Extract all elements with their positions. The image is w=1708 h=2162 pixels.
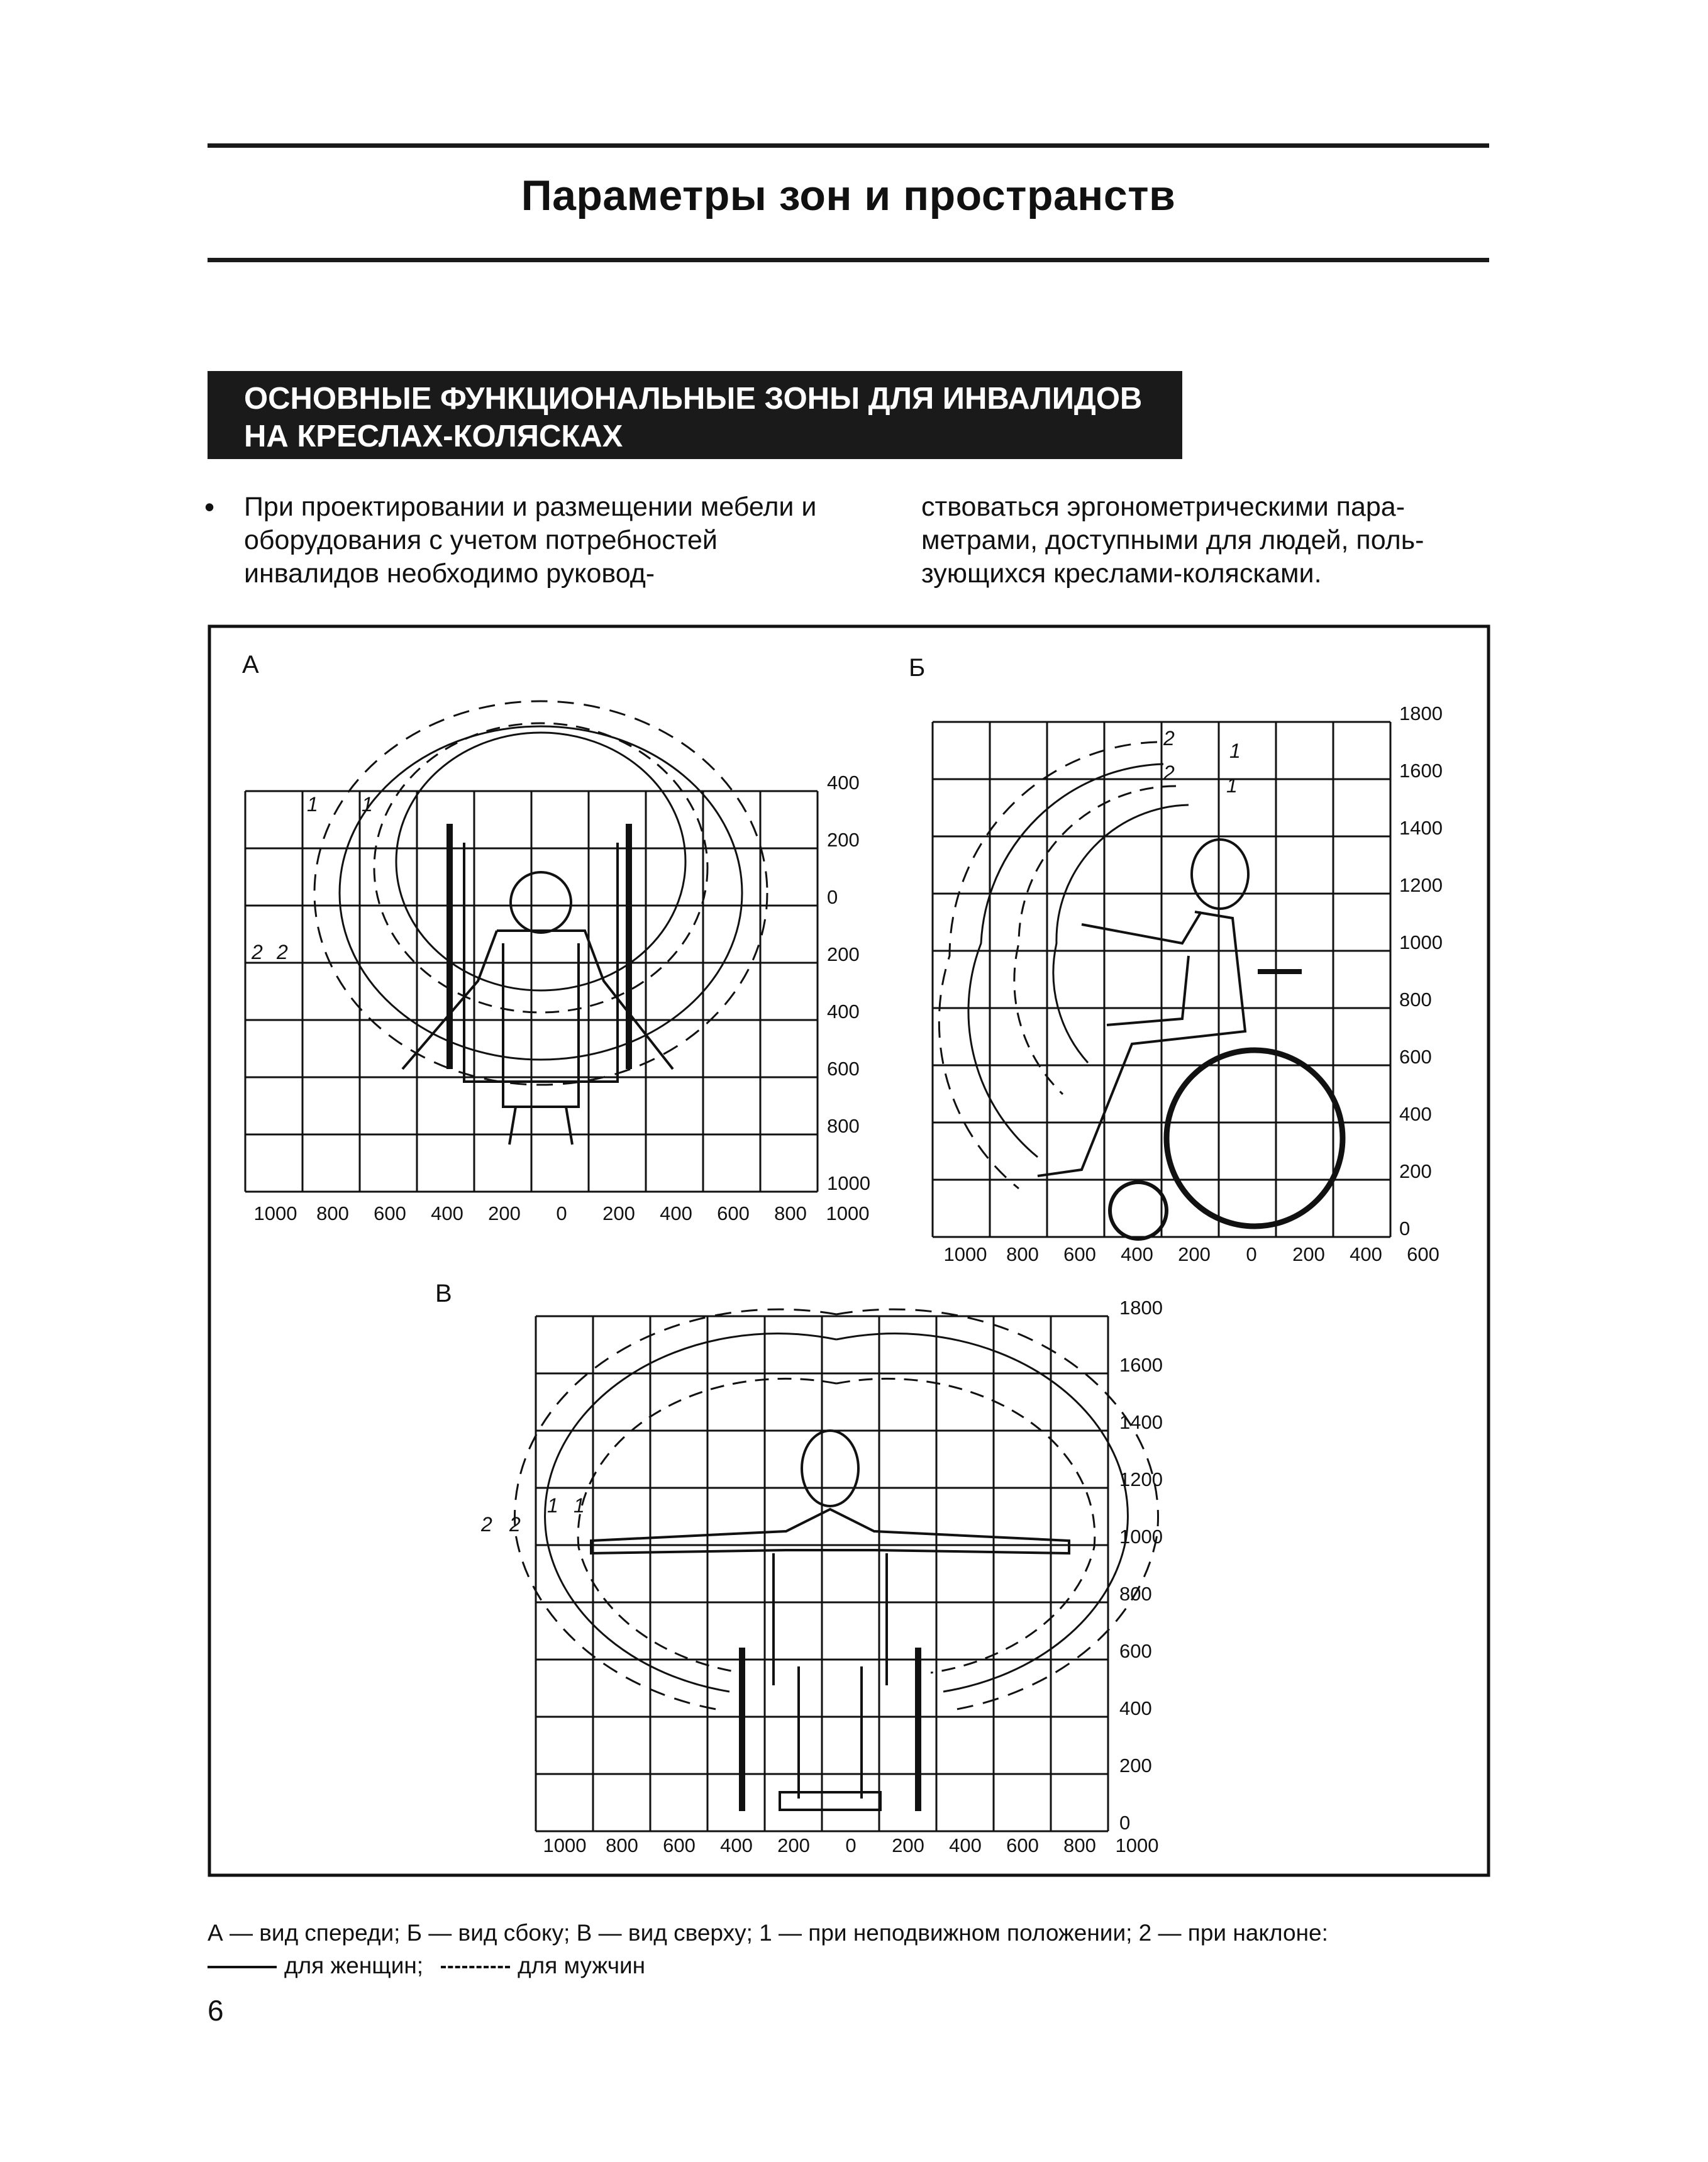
figure-a-zone-men-1 xyxy=(374,723,707,1012)
tick-label: 600 xyxy=(1063,1243,1096,1265)
tick-label: 0 xyxy=(1119,1812,1131,1834)
figure-b-bottom-ticks xyxy=(944,1243,1439,1265)
tick-label: 1400 xyxy=(1119,1411,1163,1433)
tick-label: 0 xyxy=(556,1202,567,1224)
tick-label: 200 xyxy=(602,1202,635,1224)
tick-label: 600 xyxy=(1119,1640,1152,1662)
figure-b-zone-women-2 xyxy=(968,764,1163,1157)
figure-c-zone-number: 2 xyxy=(481,1513,492,1536)
figure-a-zone-men-2 xyxy=(314,701,767,1085)
tick-label: 1000 xyxy=(1399,931,1443,953)
section-title-line2: НА КРЕСЛАХ-КОЛЯСКАХ xyxy=(244,419,623,453)
solid-line-legend-icon xyxy=(208,1966,277,1968)
figure-c-zone-number: 1 xyxy=(547,1494,558,1517)
figure-c-zone-number: 1 xyxy=(574,1494,585,1517)
figure-b-zone-men-1 xyxy=(1014,786,1176,1094)
figure-a-label: А xyxy=(242,651,259,679)
figure-a-reach-zones xyxy=(314,701,767,1085)
tick-label: 200 xyxy=(488,1202,521,1224)
figure-a-zone-number: 1 xyxy=(362,793,373,816)
caption-legend xyxy=(208,1949,1528,1982)
figure-c-zone-women-2-left xyxy=(545,1334,836,1692)
figure-b xyxy=(909,654,1443,1265)
figure-c-body xyxy=(774,1553,887,1799)
tick-label: 1400 xyxy=(1399,817,1443,839)
tick-label: 200 xyxy=(827,829,860,851)
figure-c-zone-number: 2 xyxy=(509,1513,521,1536)
tick-label: 600 xyxy=(1006,1834,1039,1856)
tick-label: 1000 xyxy=(253,1202,297,1224)
tick-label: 1000 xyxy=(1119,1526,1163,1548)
tick-label: 1800 xyxy=(1119,1297,1163,1319)
tick-label: 200 xyxy=(1292,1243,1325,1265)
section-title-line1: ОСНОВНЫЕ ФУНКЦИОНАЛЬНЫЕ ЗОНЫ ДЛЯ ИНВАЛИДОВ xyxy=(244,382,1143,416)
figure-b-grid xyxy=(933,722,1390,1237)
figure-b-big-wheel xyxy=(1167,1050,1343,1226)
figure-c xyxy=(435,1280,1163,1856)
tick-label: 200 xyxy=(777,1834,810,1856)
tick-label: 400 xyxy=(1399,1103,1432,1125)
tick-label: 0 xyxy=(845,1834,857,1856)
figure-c-grid xyxy=(536,1316,1108,1831)
tick-label: 400 xyxy=(431,1202,463,1224)
tick-label: 1200 xyxy=(1119,1468,1163,1490)
bullet-icon: • xyxy=(204,491,215,523)
figure-c-wheels xyxy=(742,1648,918,1811)
figure-a-legs xyxy=(509,1107,572,1145)
tick-label: 1600 xyxy=(1119,1354,1163,1376)
figure-a-wheels xyxy=(450,824,629,1069)
figure-c-footrest xyxy=(780,1792,880,1810)
figure-b-zone-number: 2 xyxy=(1163,727,1175,750)
figure-a-zone-number: 2 xyxy=(252,941,263,963)
figure-c-bottom-ticks xyxy=(543,1834,1159,1856)
figure-a-bottom-ticks xyxy=(254,1202,870,1224)
figure-b-small-wheel xyxy=(1110,1182,1167,1239)
tick-label: 800 xyxy=(316,1202,349,1224)
tick-label: 200 xyxy=(1119,1755,1152,1777)
figure-caption xyxy=(208,1917,1528,1982)
tick-label: 400 xyxy=(1350,1243,1382,1265)
tick-label: 600 xyxy=(663,1834,696,1856)
tick-label: 1000 xyxy=(1115,1834,1159,1856)
tick-label: 600 xyxy=(827,1058,860,1080)
caption-women: для женщин; xyxy=(284,1953,424,1978)
figure-c-zone-women-2-right xyxy=(836,1334,1128,1692)
tick-label: 1200 xyxy=(1399,874,1443,896)
tick-label: 400 xyxy=(720,1834,753,1856)
tick-label: 400 xyxy=(949,1834,982,1856)
tick-label: 400 xyxy=(1121,1243,1153,1265)
figure-b-zone-number: 1 xyxy=(1229,740,1241,762)
page-number: 6 xyxy=(208,1994,224,2027)
figure-a-arms xyxy=(402,931,673,1069)
figure-c-label: В xyxy=(435,1280,452,1307)
tick-label: 800 xyxy=(1063,1834,1096,1856)
figure-c-reach-zones xyxy=(514,1309,1158,1710)
figure-c-zone-men-2-left xyxy=(514,1309,836,1710)
figure-a-zone-number: 2 xyxy=(277,941,288,963)
tick-label: 0 xyxy=(827,886,838,908)
figure-c-zone-men-1-right xyxy=(836,1378,1095,1673)
figure-c-right-ticks xyxy=(1119,1297,1163,1834)
tick-label: 1000 xyxy=(826,1202,870,1224)
tick-label: 800 xyxy=(1119,1583,1152,1605)
figure-c-zone-numbers xyxy=(480,1494,585,1536)
tick-label: 1600 xyxy=(1399,760,1443,782)
tick-label: 200 xyxy=(1399,1160,1432,1182)
caption-men: для мужчин xyxy=(518,1953,646,1978)
intro-paragraph-right: ствоваться эргонометрическими параметрами, доступными для людей, пользующихся креслами-колясками. xyxy=(921,492,1424,589)
caption-line1: А — вид спереди; Б — вид сбоку; В — вид сверху; 1 — при неподвижном положении; 2 — при наклоне: xyxy=(208,1920,1328,1946)
tick-label: 200 xyxy=(827,943,860,965)
tick-label: 200 xyxy=(1178,1243,1211,1265)
figure-a-zone-number: 1 xyxy=(307,793,318,816)
figure-b-zone-number: 1 xyxy=(1226,774,1238,797)
tick-label: 800 xyxy=(1006,1243,1039,1265)
tick-label: 400 xyxy=(660,1202,692,1224)
tick-label: 0 xyxy=(1246,1243,1257,1265)
tick-label: 200 xyxy=(892,1834,924,1856)
tick-label: 0 xyxy=(1399,1217,1411,1239)
tick-label: 1000 xyxy=(943,1243,987,1265)
tick-label: 800 xyxy=(1399,989,1432,1011)
figure-a-head xyxy=(511,872,571,933)
figure-c-zone-men-2-right xyxy=(836,1309,1158,1710)
figure-c-head xyxy=(802,1431,858,1506)
tick-label: 600 xyxy=(1407,1243,1439,1265)
figure-a xyxy=(242,651,870,1224)
figure-b-zone-number: 2 xyxy=(1163,762,1175,784)
figure-b-head xyxy=(1192,840,1248,909)
figure-a-grid xyxy=(245,791,818,1192)
tick-label: 800 xyxy=(827,1115,860,1137)
figure-b-right-ticks xyxy=(1399,702,1443,1239)
dashed-line-legend-icon xyxy=(441,1966,510,1968)
tick-label: 800 xyxy=(774,1202,807,1224)
figure-a-right-ticks xyxy=(827,772,870,1194)
tick-label: 1000 xyxy=(543,1834,587,1856)
figure-a-zone-numbers xyxy=(251,793,373,963)
tick-label: 1000 xyxy=(827,1172,870,1194)
tick-label: 400 xyxy=(1119,1697,1152,1719)
figure-a-zone-women-1 xyxy=(396,733,685,990)
tick-label: 400 xyxy=(827,1001,860,1023)
intro-text-left: При проектировании и размещении мебели и оборудования с учетом потребностей инвалидов необходимо руковод- xyxy=(244,492,817,589)
tick-label: 800 xyxy=(606,1834,638,1856)
figure-b-label: Б xyxy=(909,654,926,682)
tick-label: 400 xyxy=(827,772,860,794)
page-title: Параметры зон и пространств xyxy=(521,172,1176,219)
tick-label: 600 xyxy=(374,1202,406,1224)
tick-label: 600 xyxy=(1399,1046,1432,1068)
tick-label: 600 xyxy=(717,1202,750,1224)
figure-c-arms xyxy=(591,1509,1069,1553)
tick-label: 1800 xyxy=(1399,702,1443,724)
